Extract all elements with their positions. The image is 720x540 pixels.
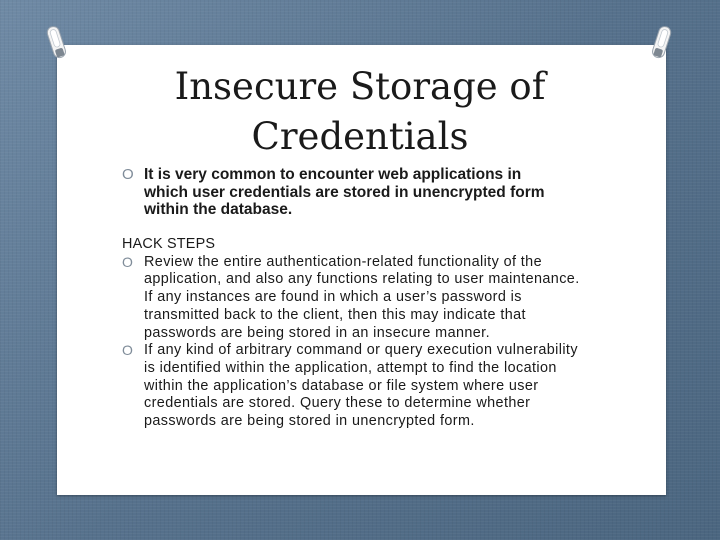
intro-bullet [122, 166, 552, 219]
list-item [122, 254, 592, 343]
bullet-icon: O [122, 253, 133, 270]
bullet-icon: O [122, 342, 133, 359]
hack-steps-section [122, 236, 592, 431]
step-text: Review the entire authentication-related functionality of the application, and also any functions relating to user maintenance. If any instances are found in which a user’s password is transmitted back to the client, then this may indicate that passwords are being stored in an insecure manner. [144, 253, 580, 341]
bullet-icon: O [122, 166, 134, 183]
pushpin-icon [43, 23, 72, 65]
intro-text: It is very common to encounter web applications in which user credentials are stored in unencrypted form within the database. [144, 166, 545, 218]
slide-title: Insecure Storage of Credentials [174, 65, 546, 158]
pushpin-icon [647, 23, 676, 65]
hack-steps-heading: HACK STEPS [122, 236, 216, 252]
list-item [122, 342, 592, 431]
step-text: If any kind of arbitrary command or query execution vulnerability is identified within the application, attempt to find the location within the application’s database or file system where user credentials are stored. Query these to determine whether passwords are being stored in unencrypted form. [144, 342, 578, 430]
